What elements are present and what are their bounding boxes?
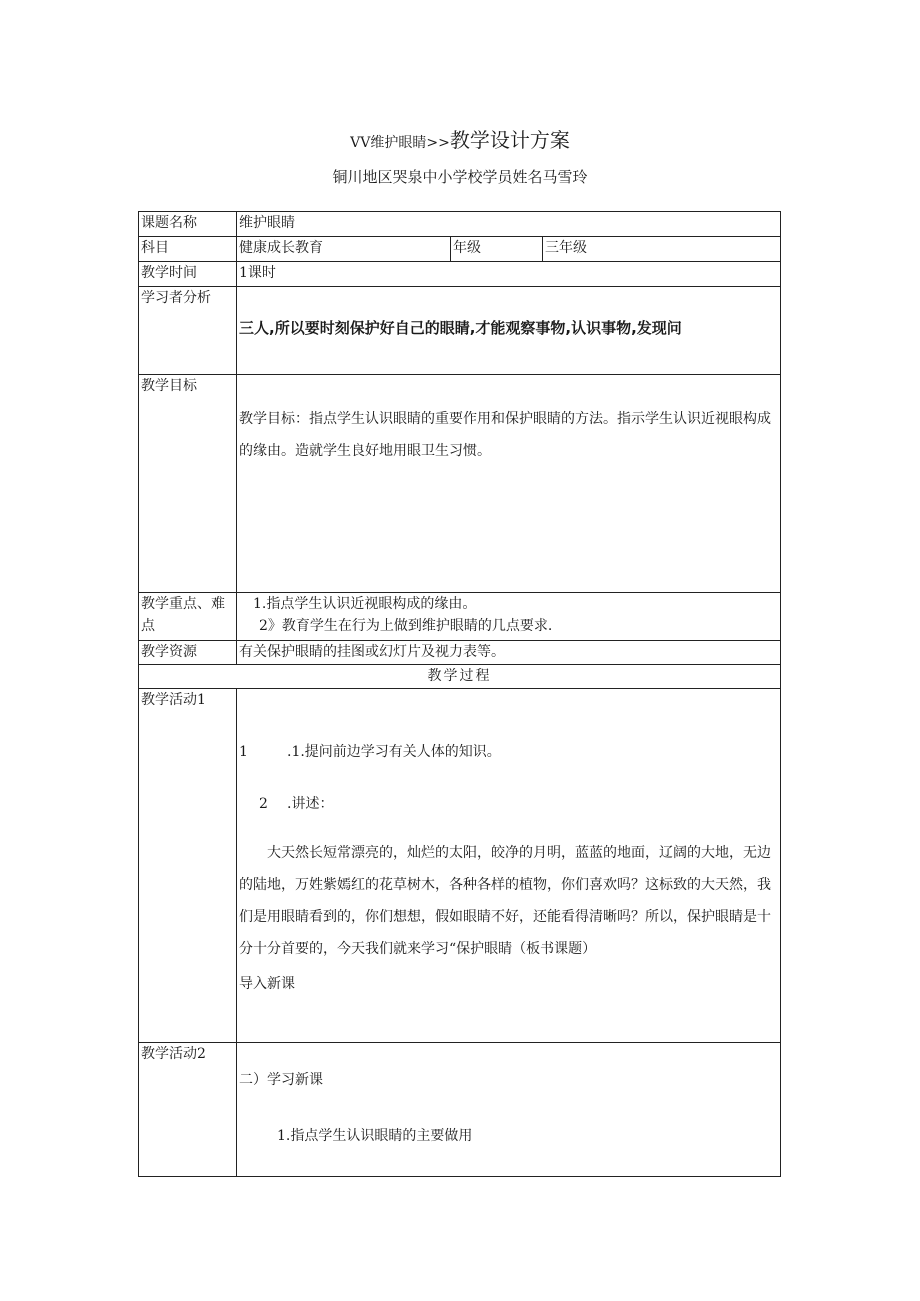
learner-value: 三人,所以要时刻保护好自己的眼睛,才能观察事物,认识事物,发现问 xyxy=(239,319,682,337)
title-main: 教学设计方案 xyxy=(449,128,570,152)
activity1-step1-num: 1 xyxy=(239,744,248,760)
activity2-heading: 二）学习新课 xyxy=(239,1072,323,1088)
keypoint-label: 教学重点、难点 xyxy=(139,593,237,641)
goal-label: 教学目标 xyxy=(139,375,237,593)
row-activity-2 xyxy=(139,1043,781,1177)
goal-value: 教学目标：指点学生认识眼睛的重要作用和保护眼睛的方法。指示学生认识近视眼构成的缘由。造就学生良好地用眼卫生习惯。 xyxy=(239,411,771,459)
grade-value: 三年级 xyxy=(543,237,781,262)
subject-value: 健康成长教育 xyxy=(237,237,451,262)
activity1-closing: 导入新课 xyxy=(239,976,295,992)
row-subject xyxy=(139,237,781,262)
row-course-name xyxy=(139,212,781,237)
resource-label: 教学资源 xyxy=(139,641,237,665)
activity1-step2 xyxy=(239,793,778,815)
keypoint-2: 2》教育学生在行为上做到维护眼睛的几点要求. xyxy=(259,618,553,634)
row-learner xyxy=(139,287,781,375)
document-subtitle: 铜川地区哭泉中小学校学员姓名马雪玲 xyxy=(332,168,588,186)
course-name-value: 维护眼睛 xyxy=(237,212,781,237)
process-header: 教学过程 xyxy=(139,665,781,689)
row-process-header xyxy=(139,665,781,689)
activity1-step2-text: .讲述： xyxy=(287,796,334,812)
activity1-paragraph: 大天然长短常漂亮的，灿烂的太阳，皎净的月明，蓝蓝的地面，辽阔的大地，无边的陆地，万姓紫嫣红的花草树木，各种各样的植物，你们喜欢吗？这标致的大天然，我们是用眼睛看到的，你们想想，假如眼睛不好，还能看得清晰吗？所以，保护眼睛是十分十分首要的，今天我们就来学习“保护眼睛（板书课题） xyxy=(239,845,771,957)
activity1-step1-text: .1.提问前边学习有关人体的知识。 xyxy=(287,744,501,760)
activity1-step2-num: 2 xyxy=(259,796,268,812)
row-resource xyxy=(139,641,781,665)
course-name-label: 课题名称 xyxy=(139,212,237,237)
learner-label: 学习者分析 xyxy=(139,287,237,375)
row-keypoint xyxy=(139,593,781,641)
time-label: 教学时间 xyxy=(139,262,237,287)
activity2-label: 教学活动2 xyxy=(139,1043,237,1177)
row-activity-1 xyxy=(139,689,781,1043)
document-title xyxy=(0,124,920,153)
row-goal xyxy=(139,375,781,593)
subject-label: 科目 xyxy=(139,237,237,262)
title-prefix: VV维护眼睛>> xyxy=(350,135,450,151)
time-value: 1课时 xyxy=(237,262,781,287)
activity1-step1 xyxy=(239,741,778,763)
grade-label: 年级 xyxy=(451,237,543,262)
resource-value: 有关保护眼睛的挂图或幻灯片及视力表等。 xyxy=(237,641,781,665)
lesson-plan-table xyxy=(138,211,781,1177)
keypoint-1: 1.指点学生认识近视眼构成的缘由。 xyxy=(253,596,477,612)
activity1-label: 教学活动1 xyxy=(139,689,237,1043)
activity2-item1: 1.指点学生认识眼睛的主要做用 xyxy=(277,1128,473,1144)
row-time xyxy=(139,262,781,287)
